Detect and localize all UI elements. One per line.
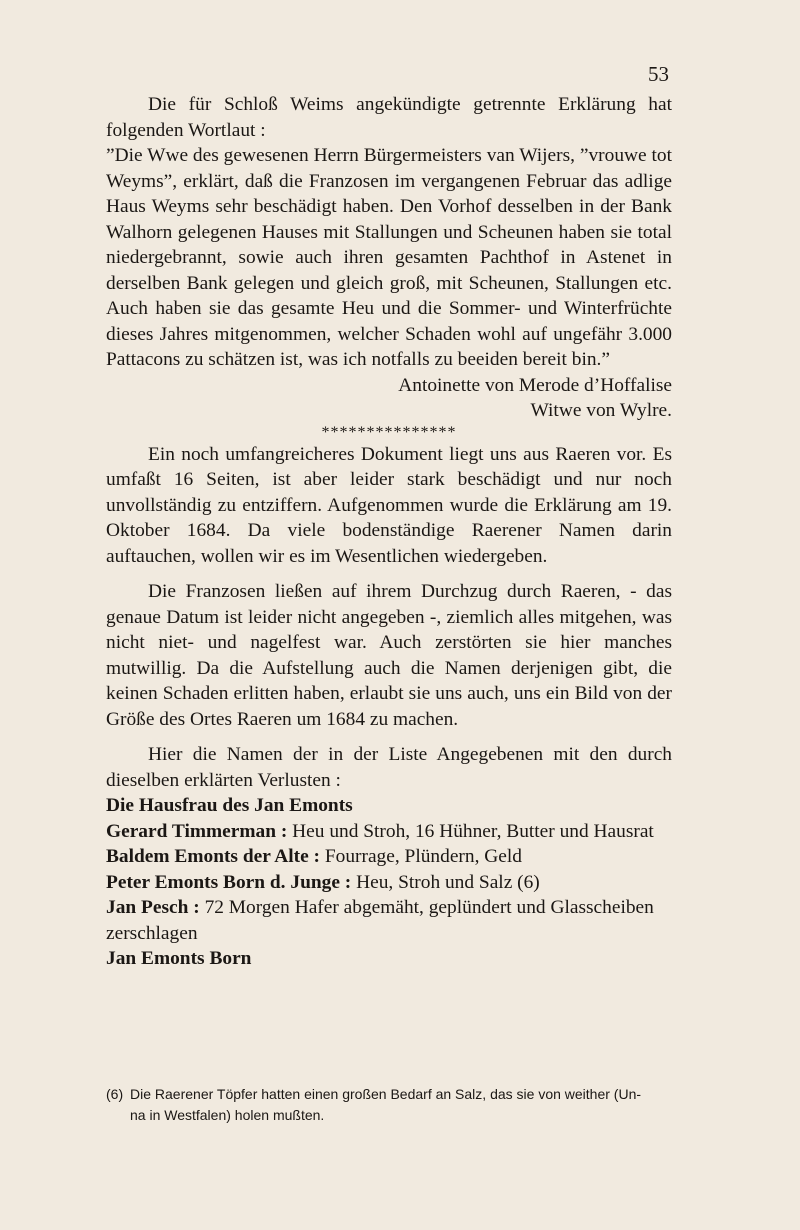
signature-title: Witwe von Wylre. xyxy=(530,400,672,421)
paragraph-namen: Hier die Namen der in der Liste Angegebenen mit den durch dieselben erklärten Verlusten : xyxy=(106,744,672,791)
entry-text: 72 Morgen Hafer abgemäht, geplündert und Glasscheiben zerschlagen xyxy=(106,897,654,944)
page-number: 53 xyxy=(648,62,669,86)
entry-text: Heu und Stroh, 16 Hühner, Butter und Hausrat xyxy=(287,820,654,842)
signature-name: Antoinette von Merode d’Hoffalise xyxy=(398,374,672,396)
list-item xyxy=(106,895,672,946)
list-item xyxy=(106,819,672,845)
entry-name: Peter Emonts Born d. Junge : xyxy=(106,871,352,893)
paragraph-raeren: Ein noch umfangreicheres Dokument liegt uns aus Raeren vor. Es umfaßt 16 Seiten, ist aber leider stark beschädigt und nur noch unvollständig zu entziffern. Aufgenommen wurde die Erklärung am 19. Oktober 1684. Da viele bodenständige Raerener Namen darin auftauchen, wollen wir es im Wesentlichen wiedergeben. xyxy=(106,443,672,567)
entry-name: Die Hausfrau des Jan Emonts xyxy=(106,795,353,816)
list-item xyxy=(106,946,672,972)
list-item xyxy=(106,793,672,819)
main-text xyxy=(106,92,672,972)
entry-text: Fourrage, Plündern, Geld xyxy=(320,846,522,867)
paragraph-intro: Die für Schloß Weims angekündigte getrennte Erklärung hat folgenden Wortlaut : xyxy=(106,94,672,141)
separator-stars: *************** xyxy=(321,423,457,441)
footnote-number: (6) xyxy=(106,1086,124,1102)
entry-name: Gerard Timmerman : xyxy=(106,820,288,842)
entry-name: Jan Pesch : xyxy=(106,897,200,918)
footnote-text-1: Die Raerener Töpfer hatten einen großen Bedarf an Salz, das sie von weither (Un- xyxy=(130,1086,642,1102)
entry-name: Baldem Emonts der Alte : xyxy=(106,846,321,867)
entry-name: Jan Emonts Born xyxy=(106,948,252,969)
footnote xyxy=(106,1084,678,1126)
list-item xyxy=(106,844,672,870)
footnote-line-1 xyxy=(106,1084,678,1105)
list-item xyxy=(106,870,672,896)
paragraph-quote: ”Die Wwe des gewesenen Herrn Bürgermeisters van Wijers, ”vrouwe tot Weyms”, erklärt, daß die Franzosen im vergangenen Februar das adlige Haus Weyms sehr beschädigt haben. Den Vorhof desselben in der Bank Walhorn gelegenen Hauses mit Stallungen und Scheunen haben sie total niedergebrannt, sowie auch ihren gesamten Pachthof in Astenet in derselben Bank gelegen und gleich groß, mit Scheunen, Stallungen etc. Auch haben sie das gesamte Heu und die Sommer- und Winterfrüchte dieses Jahres mitgenommen, welcher Schaden wohl auf ungefähr 3.000 Pattacons zu schätzen ist, was ich notfalls zu beeiden bereit bin.” xyxy=(106,145,672,370)
entry-text: Heu, Stroh und Salz (6) xyxy=(351,871,540,893)
footnote-line-2: na in Westfalen) holen mußten. xyxy=(130,1107,325,1123)
paragraph-franzosen: Die Franzosen ließen auf ihrem Durchzug durch Raeren, - das genaue Datum ist leider nicht angegeben -, ziemlich alles mitgehen, was nicht niet- und nagelfest war. Auch zerstörten sie hier manches mutwillig. Da die Aufstellung auch die Namen derjenigen gibt, die keinen Schaden erlitten haben, erlaubt sie uns auch, uns ein Bild von der Größe des Ortes Raeren um 1684 zu machen. xyxy=(106,581,672,730)
